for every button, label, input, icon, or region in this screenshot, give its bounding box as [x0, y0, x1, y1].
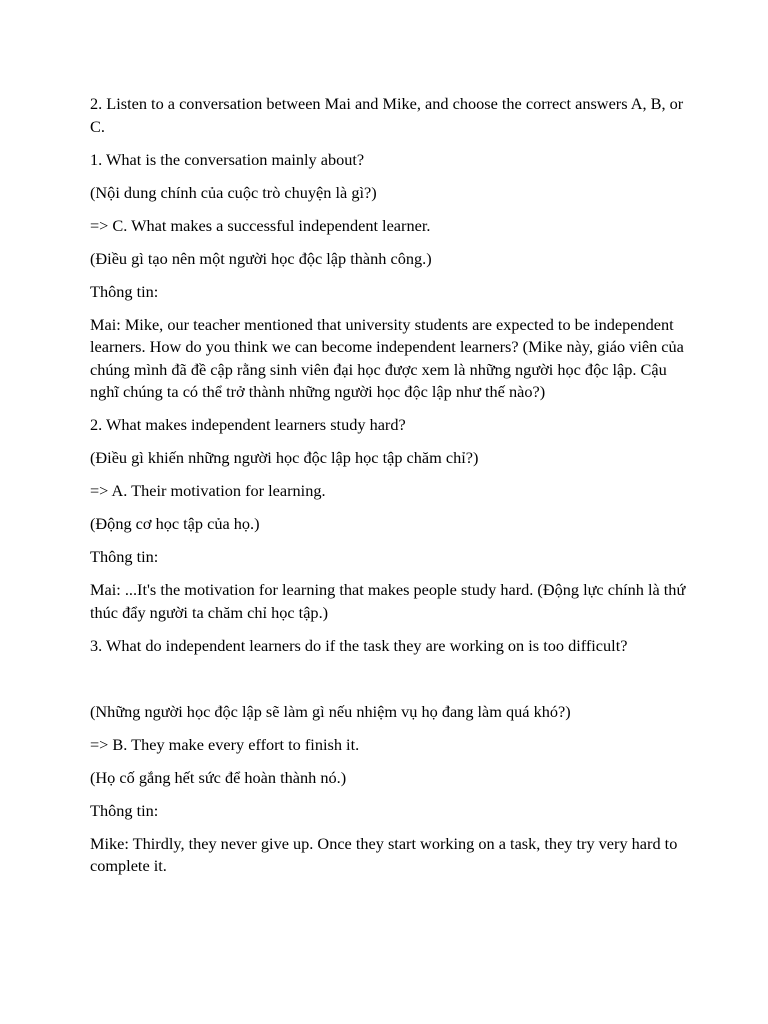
answer-2: => A. Their motivation for learning. — [90, 481, 326, 500]
evidence-1: Mai: Mike, our teacher mentioned that university students are expected to be independent learners. How do you think we can become independent learners? (Mike này, giáo viên của chúng mình đã đề cập rằng sinh viên đại học được xem là những người học độc lập. Cậu nghĩ chúng ta có thể trở thành những người học độc lập như thế nào?) — [90, 314, 684, 401]
question-2: 2. What makes independent learners study hard? — [90, 415, 406, 434]
question-1: 1. What is the conversation mainly about? — [90, 149, 365, 169]
question-2-translation: (Điều gì khiến những người học độc lập học tập chăm chỉ?) — [90, 448, 479, 467]
exercise-instruction: 2. Listen to a conversation between Mai and Mike, and choose the correct answers A, B, or C. — [90, 94, 684, 136]
info-label-2: Thông tin: — [90, 547, 159, 566]
question-1-translation: (Nội dung chính của cuộc trò chuyện là gì?) — [90, 182, 377, 202]
evidence-2: Mai: ...It's the motivation for learning that makes people study hard. (Động lực chính là thứ thúc đẩy người ta chăm chỉ học tập.) — [90, 580, 686, 622]
question-3: 3. What do independent learners do if the task they are working on is too difficult? — [90, 635, 628, 655]
answer-3-translation: (Họ cố gắng hết sức để hoàn thành nó.) — [90, 767, 347, 787]
document-body — [90, 93, 690, 888]
evidence-3: Mike: Thirdly, they never give up. Once they start working on a task, they try very hard to complete it. — [90, 833, 678, 875]
info-label-3: Thông tin: — [90, 800, 159, 820]
question-3-translation: (Những người học độc lập sẽ làm gì nếu nhiệm vụ họ đang làm quá khó?) — [90, 701, 571, 721]
blank-line — [90, 668, 690, 691]
answer-2-translation: (Động cơ học tập của họ.) — [90, 514, 260, 533]
info-label-1: Thông tin: — [90, 281, 159, 301]
answer-3: => B. They make every effort to finish it. — [90, 734, 360, 754]
answer-1-translation: (Điều gì tạo nên một người học độc lập thành công.) — [90, 248, 432, 268]
answer-1: => C. What makes a successful independent learner. — [90, 215, 431, 235]
